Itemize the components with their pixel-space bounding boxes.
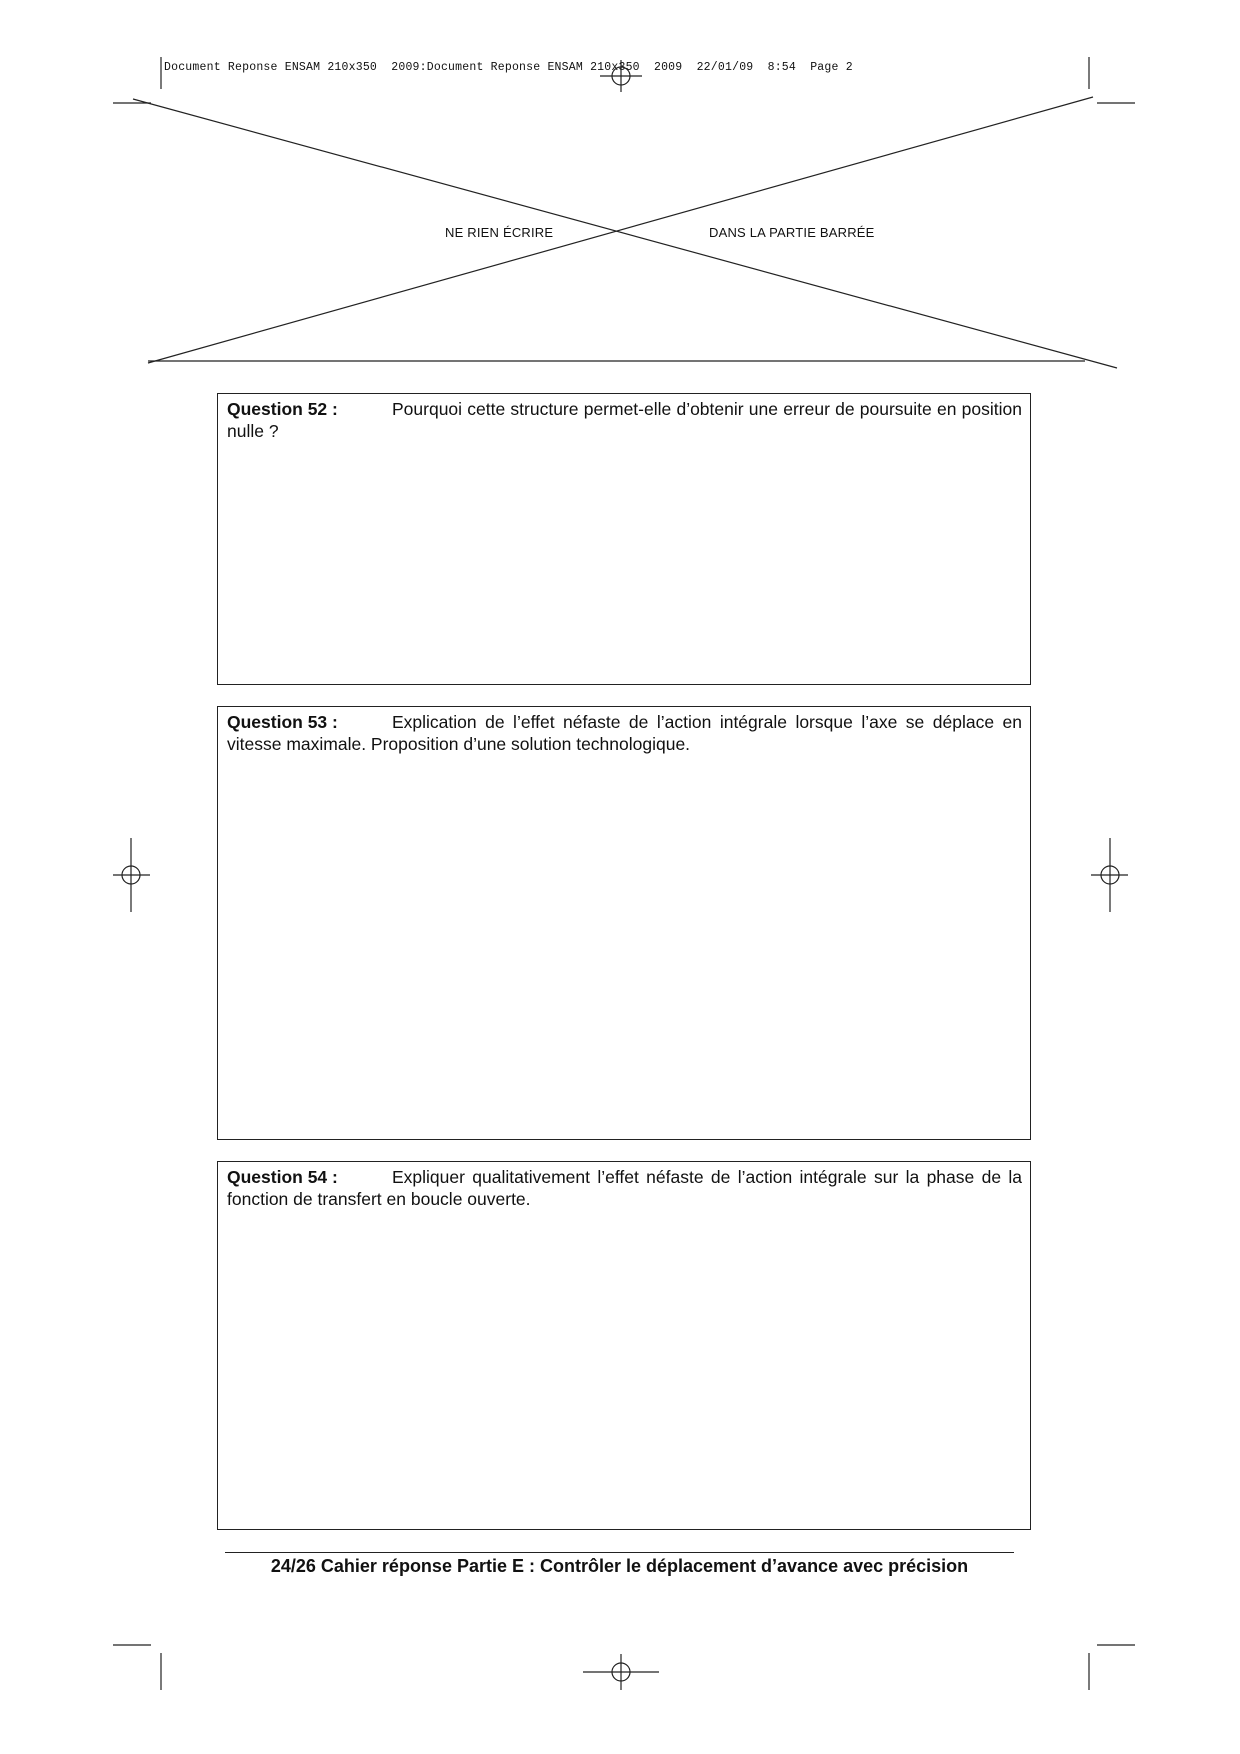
- answer-box-question-53[interactable]: [217, 706, 1031, 1140]
- barred-zone-left-text: NE RIEN ÉCRIRE: [445, 225, 554, 240]
- question-text: Expliquer qualitativement l’effet néfaste de l’action intégrale sur la phase de la fonction de transfert en boucle ouverte.: [227, 1167, 1022, 1209]
- question-label: Question 52 :: [227, 399, 338, 419]
- registration-target-icon: [113, 838, 150, 912]
- registration-target-icon: [600, 60, 642, 92]
- print-header: Document Reponse ENSAM 210x350 2009:Document Reponse ENSAM 210x350 2009 22/01/09 8:54 Page 2: [164, 61, 853, 74]
- barred-zone-right-text: DANS LA PARTIE BARRÉE: [709, 225, 875, 240]
- registration-target-icon: [583, 1654, 659, 1690]
- page-number: 24/26: [270, 1556, 316, 1576]
- question-label: Question 53 :: [227, 712, 338, 732]
- question-text: Pourquoi cette structure permet-elle d’obtenir une erreur de poursuite en position nulle ?: [227, 399, 1022, 441]
- answer-box-question-54[interactable]: [217, 1161, 1031, 1530]
- barred-zone-cross-line: [133, 99, 1117, 368]
- answer-box-question-52[interactable]: [217, 393, 1031, 685]
- registration-target-icon: [1091, 838, 1128, 912]
- footer-rule: [225, 1552, 1014, 1553]
- page-footer: [225, 1556, 1014, 1577]
- footer-title: Cahier réponse Partie E : Contrôler le déplacement d’avance avec précision: [320, 1556, 969, 1576]
- question-label: Question 54 :: [227, 1167, 338, 1187]
- question-text: Explication de l’effet néfaste de l’action intégrale lorsque l’axe se déplace en vitesse maximale. Proposition d’une solution technologique.: [227, 712, 1022, 754]
